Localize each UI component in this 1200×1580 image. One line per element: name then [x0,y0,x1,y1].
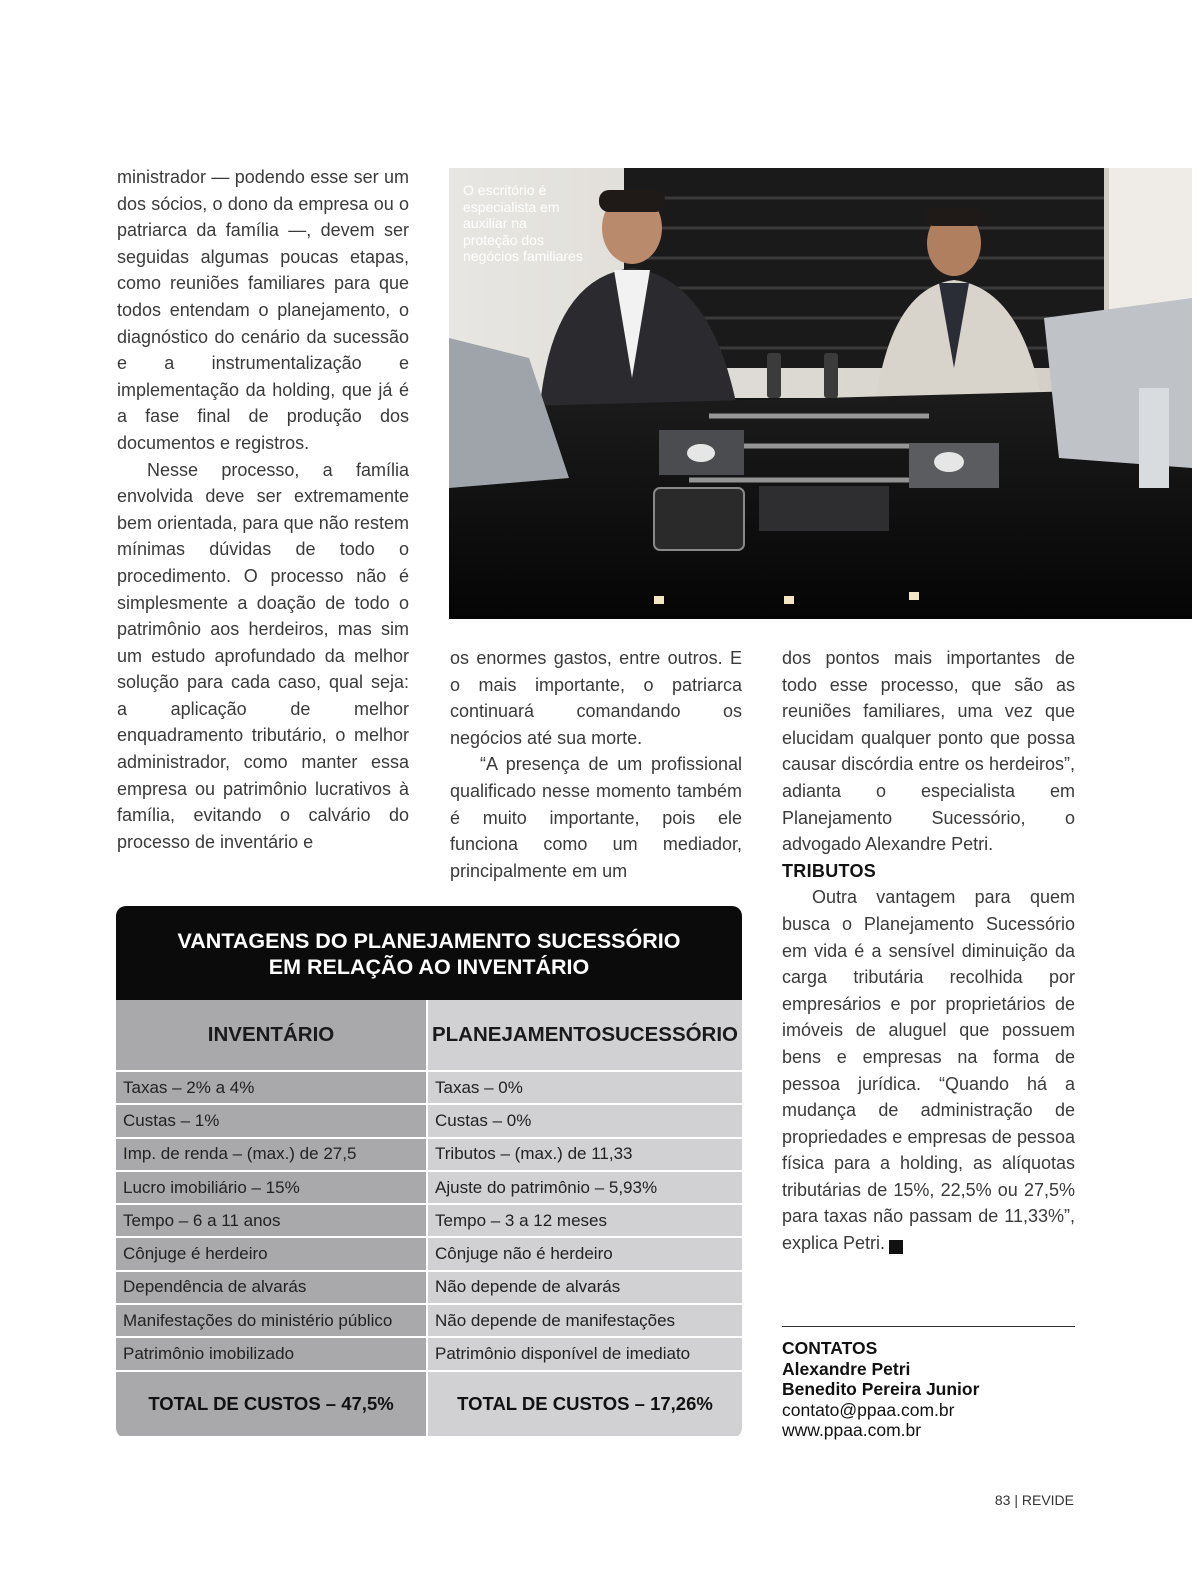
paragraph-text: Outra vantagem para quem busca o Planejamento Sucessório em vida é a sensível diminuição da carga tributária recolhida por empresários e por proprietários de imóveis de aluguel que possuem bens e empresas na forma de pessoa jurídica. “Quando há a mudança de administração de propriedades e empresas de pessoa física para a holding, as alíquotas tributárias de 15%, 22,5% ou 27,5% para taxas não passam de 11,33%”, explica Petri. [782,887,1075,1254]
table-cell-planejamento: Tributos – (max.) de 11,33 [428,1139,742,1172]
column-header-inventario: INVENTÁRIO [116,1000,428,1072]
page-number: 83 [994,1492,1011,1508]
table-row [116,1205,742,1238]
contacts-divider [782,1326,1075,1327]
table-cell-inventario: Lucro imobiliário – 15% [116,1172,428,1205]
column-header-planejamento [428,1000,742,1072]
table-cell-inventario: Custas – 1% [116,1105,428,1138]
magazine-name: REVIDE [1021,1492,1074,1508]
table-cell-planejamento: Não depende de alvarás [428,1272,742,1305]
table-body [116,1072,742,1372]
table-row [116,1305,742,1338]
contact-name: Benedito Pereira Junior [782,1379,980,1399]
total-planejamento: TOTAL DE CUSTOS – 17,26% [428,1372,742,1436]
contacts-heading: CONTATOS [782,1338,878,1358]
contacts-box [782,1338,1082,1441]
paragraph: ministrador — podendo esse ser um dos sócios, o dono da empresa ou o patriarca da família —, devem ser seguidas algumas poucas etapas, como reuniões familiares para que todos entendam o planejamento, o diagnóstico do cenário da sucessão e a instrumentalização e implementação da holding, que já é a fase final de produção dos documentos e registros. [117,167,409,453]
table-grid [116,1000,742,1436]
table-title-line: EM RELAÇÃO AO INVENTÁRIO [268,955,590,979]
table-cell-inventario: Cônjuge é herdeiro [116,1238,428,1271]
paragraph [782,884,1075,1256]
table-row [116,1272,742,1305]
page-footer [995,1492,1074,1508]
paragraph: Nesse processo, a família envolvida deve ser extremamente bem orientada, para que não restem mínimas dúvidas de todo o procedimento. O processo não é simplesmente a doação de todo o patrimônio aos herdeiros, mas sim um estudo aprofundado da melhor solução para cada caso, qual seja: a aplicação de melhor enquadramento tributário, o melhor administrador, como manter essa empresa ou patrimônio lucrativos à família, evitando o calvário do processo de inventário e [117,459,409,852]
table-row [116,1238,742,1271]
table-cell-planejamento: Tempo – 3 a 12 meses [428,1205,742,1238]
table-cell-planejamento: Não depende de manifestações [428,1305,742,1338]
paragraph: os enormes gastos, entre outros. E o mais importante, o patriarca continuará comandando os negócios até sua morte. [450,648,742,748]
table-row [116,1139,742,1172]
table-cell-planejamento: Ajuste do patrimônio – 5,93% [428,1172,742,1205]
table-cell-planejamento: Patrimônio disponível de imediato [428,1338,742,1371]
table-row [116,1338,742,1371]
table-row [116,1172,742,1205]
contact-email[interactable]: contato@ppaa.com.br [782,1399,955,1420]
total-inventario: TOTAL DE CUSTOS – 47,5% [116,1372,428,1436]
end-mark-icon: r [889,1240,903,1254]
section-title-tributos: TRIBUTOS [782,860,877,881]
table-header-row [116,1000,742,1072]
table-cell-inventario: Imp. de renda – (max.) de 27,5 [116,1139,428,1172]
footer-separator: | [1014,1492,1018,1508]
paragraph: “A presença de um profissional qualificado nesse momento também é muito importante, pois ele funciona como um mediador, principalmente em um [450,754,742,881]
header-line: SUCESSÓRIO [601,1023,739,1046]
article-photo [449,168,1192,619]
table-row [116,1072,742,1105]
contact-website[interactable]: www.ppaa.com.br [782,1420,922,1440]
table-cell-planejamento: Custas – 0% [428,1105,742,1138]
table-cell-planejamento: Cônjuge não é herdeiro [428,1238,742,1271]
paragraph: dos pontos mais importantes de todo esse processo, que são as reuniões familiares, uma vez que elucidam qualquer ponto que possa causar discórdia entre os herdeiros”, adianta o especialista em Planejamento Sucessório, o advogado Alexandre Petri. [782,648,1075,855]
article-column-1 [117,164,409,855]
table-cell-inventario: Tempo – 6 a 11 anos [116,1205,428,1238]
article-column-2 [450,645,742,884]
contact-name: Alexandre Petri [782,1358,911,1379]
article-column-3 [782,645,1075,1257]
table-cell-inventario: Patrimônio imobilizado [116,1338,428,1371]
table-title [116,906,742,1000]
table-cell-planejamento: Taxas – 0% [428,1072,742,1105]
table-row [116,1105,742,1138]
table-cell-inventario: Taxas – 2% a 4% [116,1072,428,1105]
table-total-row [116,1372,742,1436]
header-line: PLANEJAMENTO [431,1023,602,1046]
comparison-table [116,906,742,1438]
table-cell-inventario: Dependência de alvarás [116,1272,428,1305]
table-title-line: VANTAGENS DO PLANEJAMENTO SUCESSÓRIO [177,929,681,953]
table-cell-inventario: Manifestações do ministério público [116,1305,428,1338]
photo-caption: O escritório é especialista em auxiliar na proteção dos negócios familiares [463,182,583,264]
